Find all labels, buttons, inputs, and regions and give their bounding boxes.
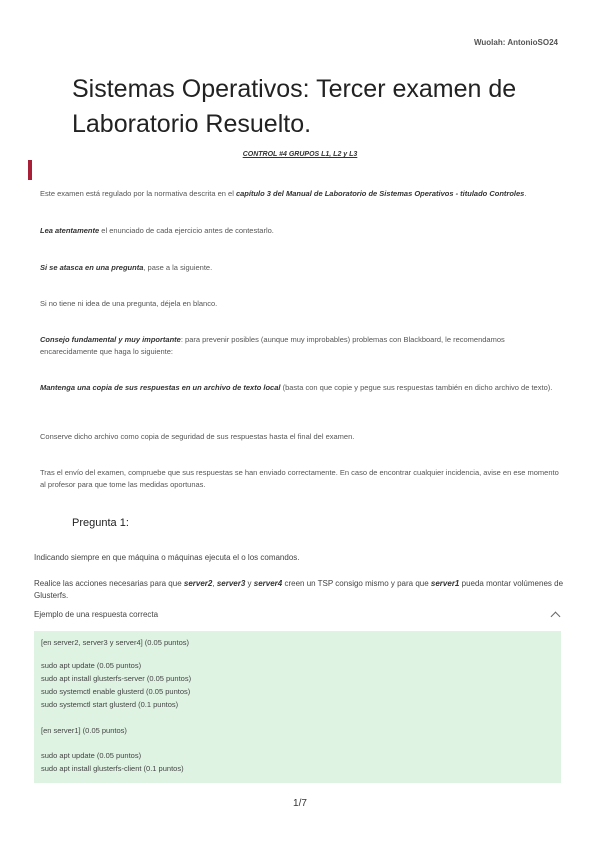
example-answer-box [34, 631, 561, 783]
question-line-2-end: pueda montar volúmenes de Glusterfs. [34, 579, 564, 600]
intro-paragraph-4: Si no tiene ni idea de una pregunta, déjela en blanco. [40, 299, 218, 308]
question-sep-1: , [212, 579, 217, 588]
answer-line: sudo systemctl enable glusterd (0.05 puntos) [41, 687, 191, 696]
answer-line: sudo systemctl start glusterd (0.1 puntos) [41, 700, 179, 709]
intro-p3-bold: Si se atasca en una pregunta [40, 263, 144, 272]
intro-paragraph-7: Conserve dicho archivo como copia de seguridad de sus respuestas hasta el final del examen. [40, 432, 355, 441]
question-line-1: Indicando siempre en que máquina o máquinas ejecuta el o los comandos. [34, 553, 300, 562]
page-title: Sistemas Operativos: Tercer examen de Laboratorio Resuelto. [72, 75, 517, 138]
intro-paragraph-2 [40, 225, 560, 237]
server1-label: server1 [430, 579, 460, 588]
intro-p2-bold: Lea atentamente [40, 226, 100, 235]
control-heading: CONTROL #4 GRUPOS L1, L2 y L3 [242, 151, 358, 158]
intro-p1-text: Este examen está regulado por la normativa descrita en el [40, 189, 236, 198]
question-line-2 [34, 578, 569, 602]
intro-p6-text: (basta con que copie y pegue sus respuestas también en dicho archivo de texto). [280, 383, 553, 392]
answer-line: sudo apt update (0.05 puntos) [41, 661, 142, 670]
answer-line: sudo apt install glusterfs-server (0.05 puntos) [41, 674, 192, 683]
question-line-2-middle: creen un TSP consigo mismo y para que [282, 579, 431, 588]
intro-p6-bold: Mantenga una copia de sus respuestas en un archivo de texto local [40, 383, 281, 392]
question-title: Pregunta 1: [72, 517, 129, 529]
example-answer-header[interactable]: Ejemplo de una respuesta correcta [34, 610, 159, 619]
intro-paragraph-6 [40, 382, 560, 394]
header-user: Wuolah: AntonioSO24 [474, 38, 558, 47]
question-line-2-start: Realice las acciones necesarias para que [34, 579, 184, 588]
answer-line: [en server2, server3 y server4] (0.05 puntos) [41, 638, 189, 647]
intro-p1-bold: capítulo 3 del Manual de Laboratorio de Sistemas Operativos - titulado Controles [235, 189, 525, 198]
intro-p1-end: . [524, 189, 527, 198]
intro-paragraph-5 [40, 334, 560, 358]
page-number: 1/7 [293, 798, 307, 809]
intro-p3-text: , pase a la siguiente. [143, 263, 213, 272]
server4-label: server4 [253, 579, 283, 588]
question-sep-2: y [245, 579, 254, 588]
answer-line: sudo apt update (0.05 puntos) [41, 751, 142, 760]
intro-p2-text: el enunciado de cada ejercicio antes de contestarlo. [99, 226, 274, 235]
answer-line: sudo apt install glusterfs-client (0.1 puntos) [41, 764, 184, 773]
server2-label: server2 [183, 579, 213, 588]
server3-label: server3 [216, 579, 246, 588]
answer-line: [en server1] (0.05 puntos) [41, 726, 127, 735]
intro-paragraph-1 [40, 188, 560, 200]
intro-paragraph-3 [40, 262, 560, 274]
intro-p5-text: : para prevenir posibles (aunque muy improbables) problemas con Blackboard, le recomendamos encarecidamente que haga lo siguiente: [40, 335, 505, 356]
intro-p5-bold: Consejo fundamental y muy importante [40, 335, 181, 344]
intro-paragraph-8: Tras el envío del examen, compruebe que sus respuestas se han enviado correctamente. En caso de encontrar cualquier incidencia, avise en ese momento al profesor para que tome las medidas oportunas. [40, 468, 559, 489]
accent-bar [28, 160, 32, 180]
